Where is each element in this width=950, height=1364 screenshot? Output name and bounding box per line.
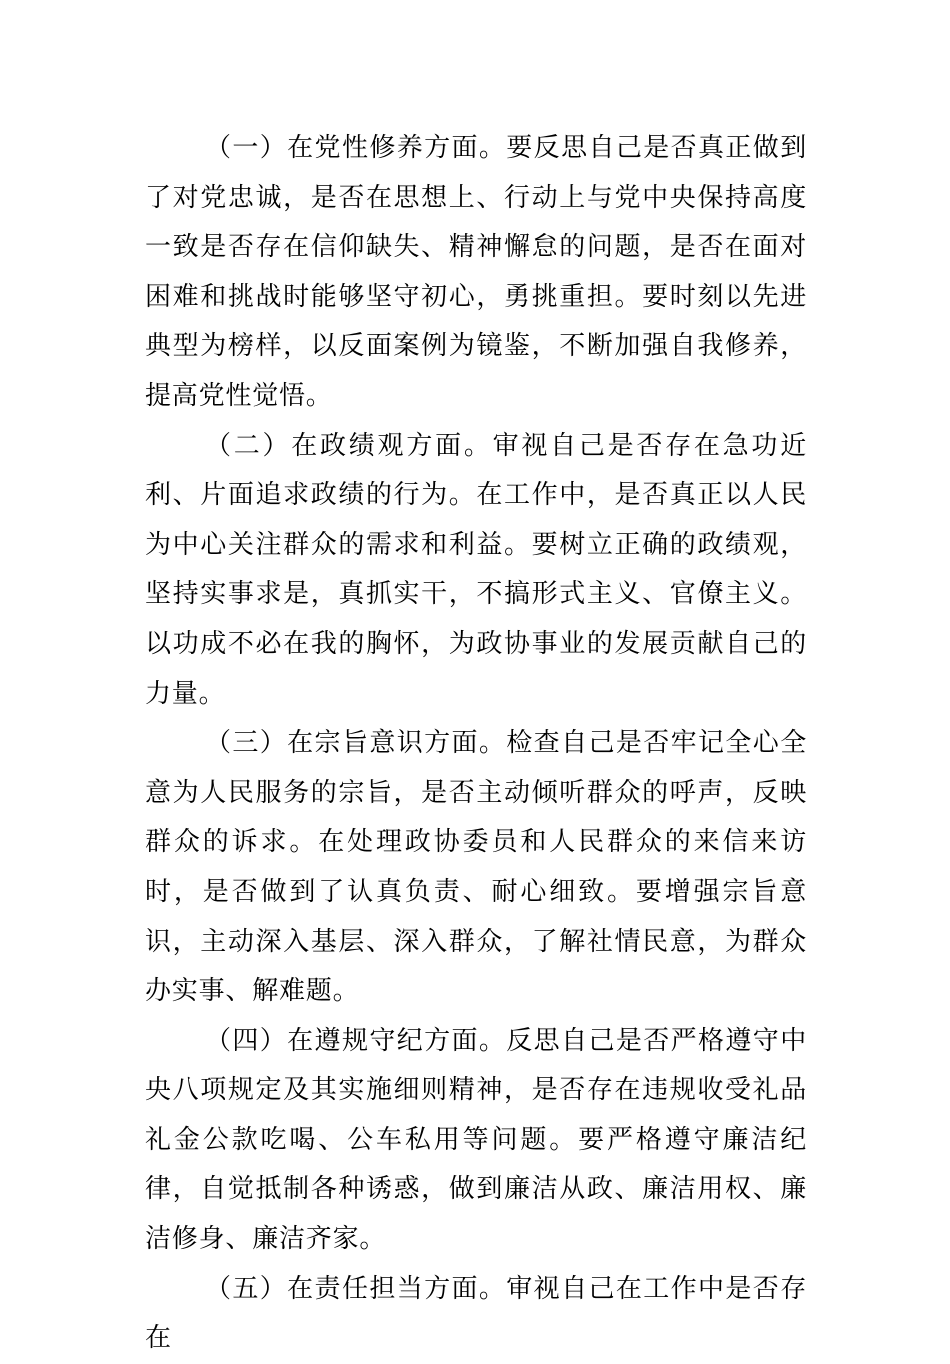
paragraph-purpose-awareness: （三）在宗旨意识方面。检查自己是否牢记全心全意为人民服务的宗旨，是否主动倾听群众的呼声，反映群众的诉求。在处理政协委员和人民群众的来信来访时，是否做到了认真负责、耐心细致。要增强宗旨意识，主动深入基层、深入群众，了解社情民意，为群众办实事、解难题。 xyxy=(145,728,807,1007)
paragraph-party-spirit: （一）在党性修养方面。要反思自己是否真正做到了对党忠诚，是否在思想上、行动上与党中央保持高度一致是否存在信仰缺失、精神懈怠的问题，是否在面对困难和挑战时能够坚守初心，勇挑重担。要时刻以先进典型为榜样，以反面案例为镜鉴，不断加强自我修养，提高党性觉悟。 xyxy=(145,133,807,411)
document-body xyxy=(145,124,807,1364)
paragraph-discipline: （四）在遵规守纪方面。反思自己是否严格遵守中央八项规定及其实施细则精神，是否存在违规收受礼品礼金公款吃喝、公车私用等问题。要严格遵守廉洁纪律，自觉抵制各种诱惑，做到廉洁从政、廉洁用权、廉洁修身、廉洁齐家。 xyxy=(145,1025,807,1255)
paragraph-performance-view: （二）在政绩观方面。审视自己是否存在急功近利、片面追求政绩的行为。在工作中，是否真正以人民为中心关注群众的需求和利益。要树立正确的政绩观，坚持实事求是，真抓实干，不搞形式主义、官僚主义。以功成不必在我的胸怀，为政协事业的发展贡献自己的力量。 xyxy=(145,430,807,709)
paragraph-responsibility: （五）在责任担当方面。审视自己在工作中是否存在 xyxy=(145,1273,807,1354)
